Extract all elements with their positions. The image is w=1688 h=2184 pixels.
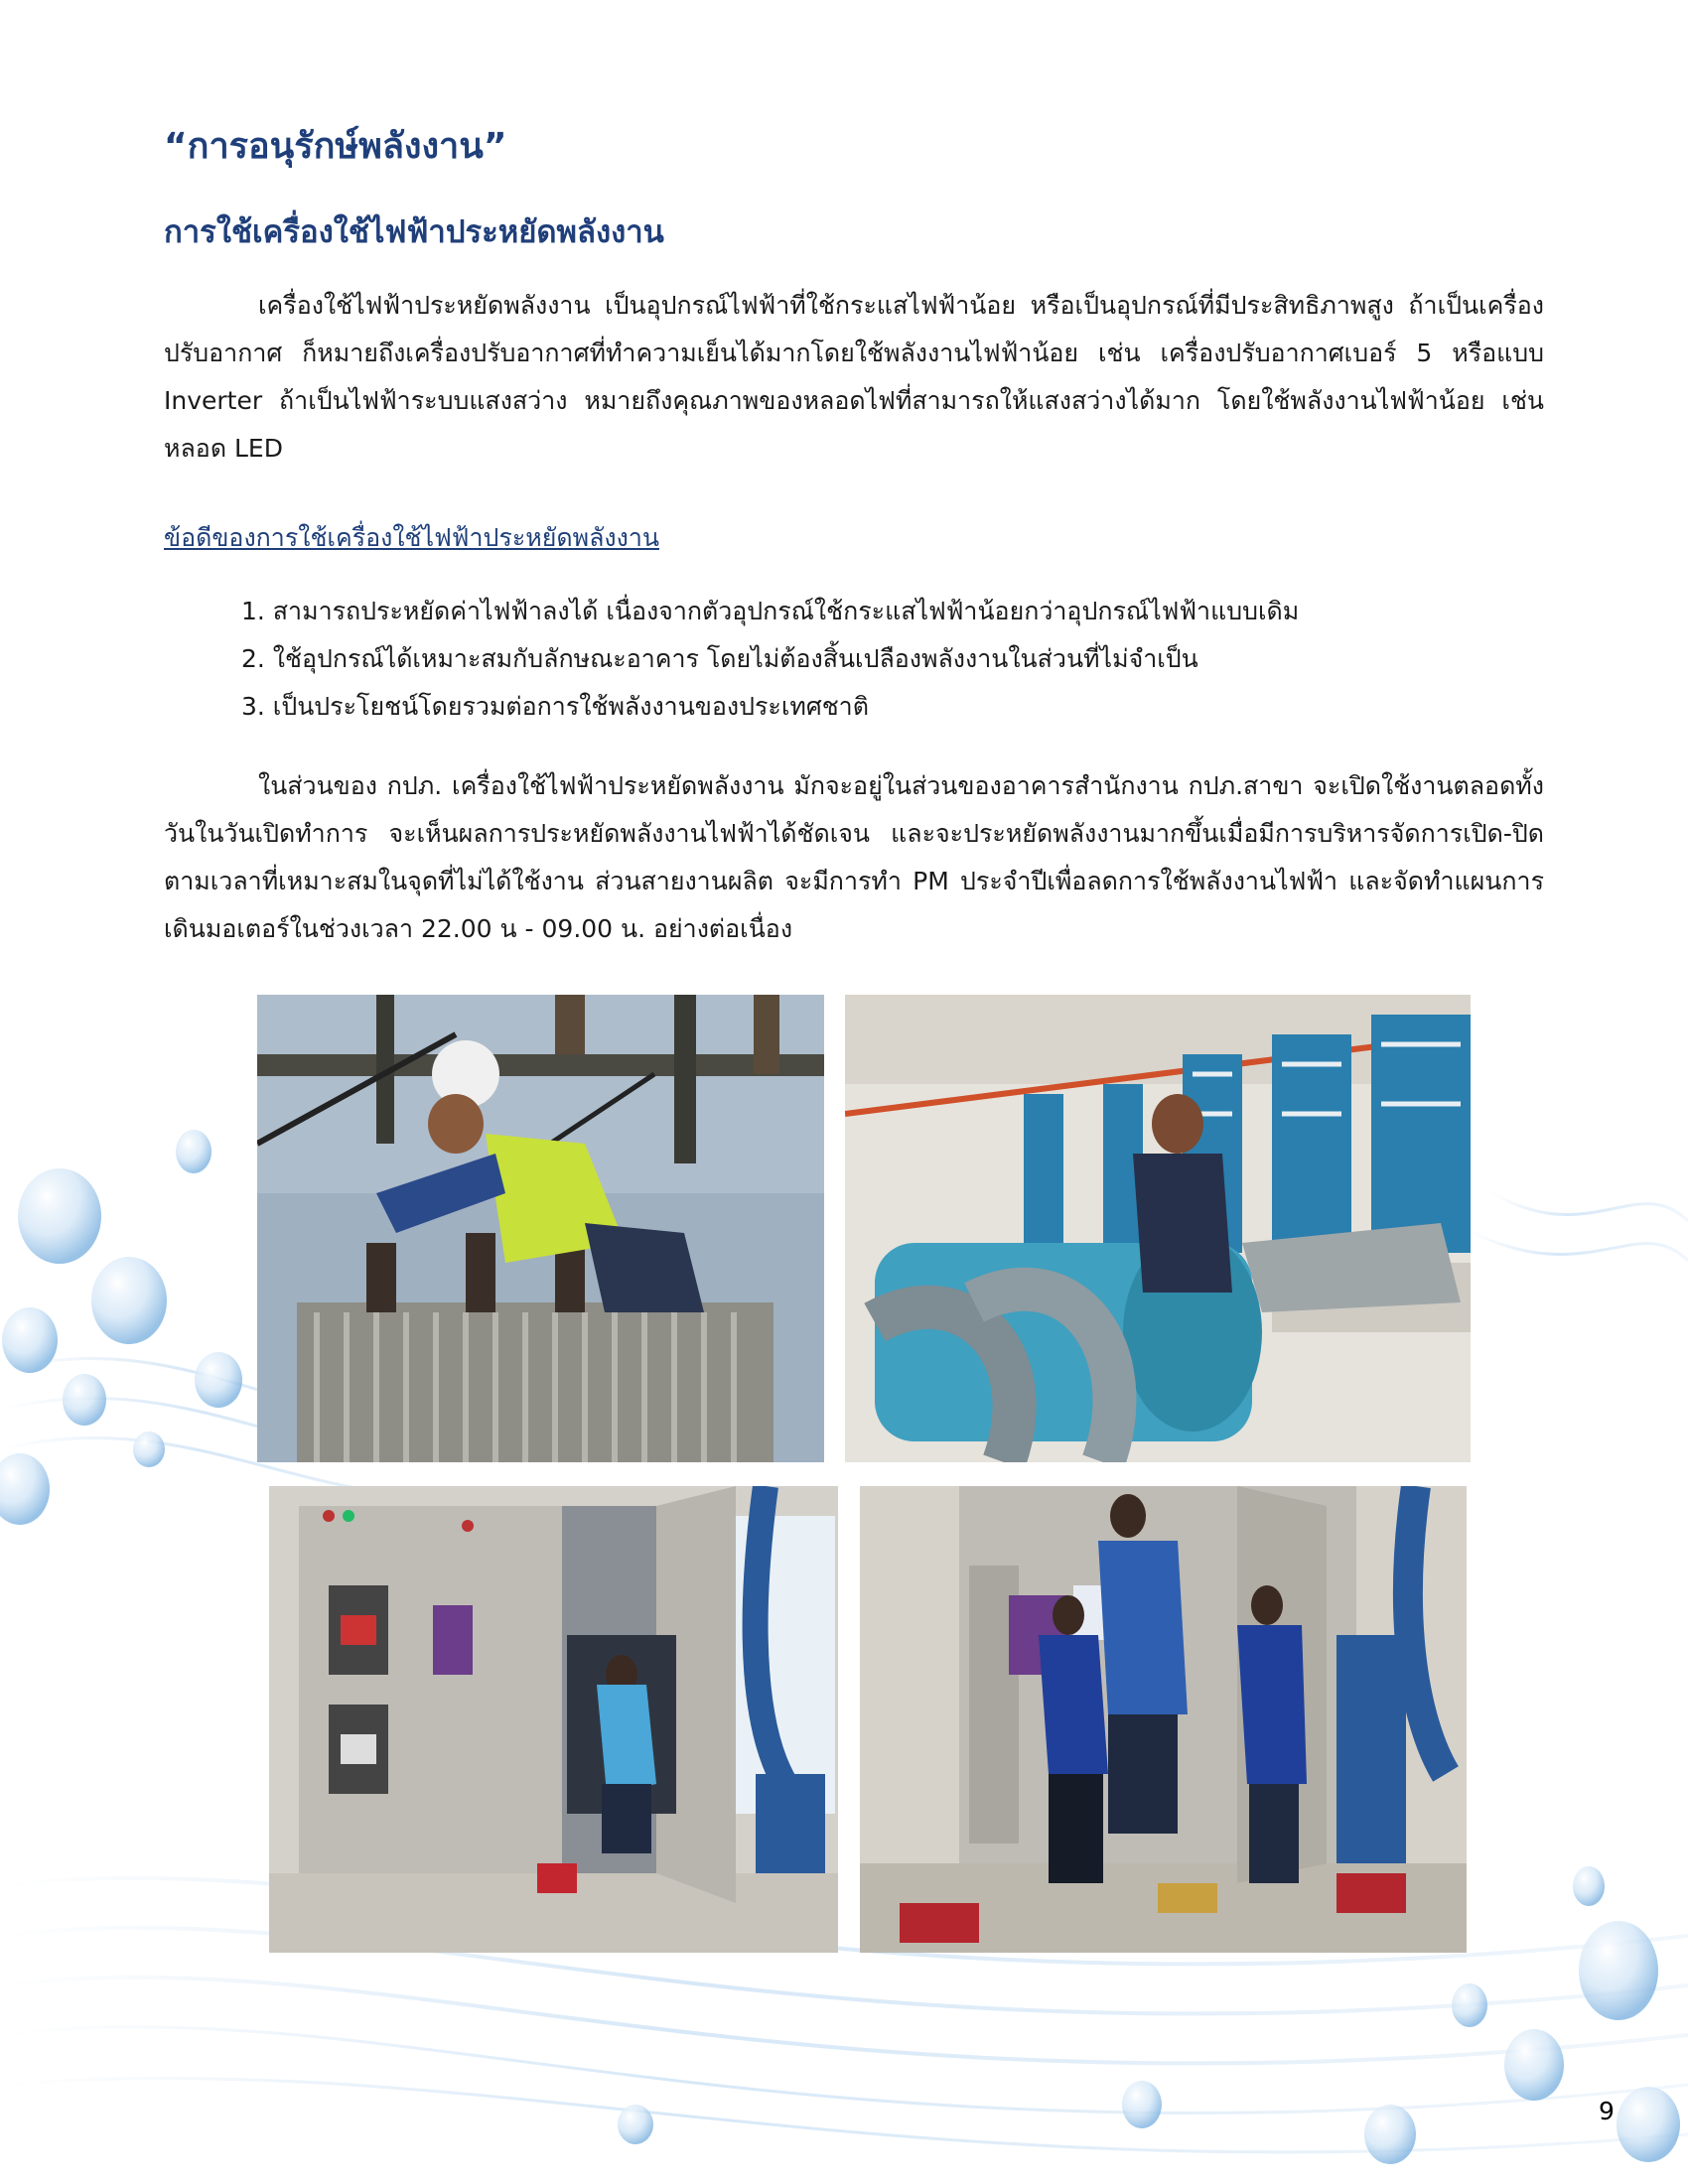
page-title: “การอนุรักษ์พลังงาน” [164,126,507,167]
list-item: 1. สามารถประหยัดค่าไฟฟ้าลงได้ เนื่องจากตัวอุปกรณ์ใช้กระแสไฟฟ้าน้อยกว่าอุปกรณ์ไฟฟ้าแบบเดิม [241,597,1300,625]
photo-motor-inspection [845,995,1471,1462]
photo-switchboard-technicians [860,1486,1467,1953]
advantages-list [241,588,1299,731]
list-item: 2. ใช้อุปกรณ์ได้เหมาะสมกับลักษณะอาคาร โดยไม่ต้องสิ้นเปลืองพลังงานในส่วนที่ไม่จำเป็น [241,644,1198,673]
list-item: 3. เป็นประโยชน์โดยรวมต่อการใช้พลังงานของประเทศชาติ [241,692,869,721]
page-number: 9 [1599,2097,1615,2125]
pwa-paragraph-text: ในส่วนของ กปภ. เครื่องใช้ไฟฟ้าประหยัดพลังงาน มักจะอยู่ในส่วนของอาคารสำนักงาน กปภ.สาขา จะเปิดใช้งานตลอดทั้งวันในวันเปิดทำการ จะเห็นผลการประหยัดพลังงานไฟฟ้าได้ชัดเจน และจะประหยัดพลังงานมากขึ้นเมื่อมีการบริหารจัดการเปิด-ปิด ตามเวลาที่เหมาะสมในจุดที่ไม่ได้ใช้งาน ส่วนสายงานผลิต จะมีการทำ PM ประจำปีเพื่อลดการใช้พลังงานไฟฟ้า และจัดทำแผนการเดินมอเตอร์ในช่วงเวลา 22.00 น - 09.00 น. อย่างต่อเนื่อง [164,771,1544,943]
intro-paragraph [164,282,1544,473]
pwa-paragraph [164,762,1544,953]
advantages-heading[interactable]: ข้อดีของการใช้เครื่องใช้ไฟฟ้าประหยัดพลังงาน [164,523,659,552]
photo-transformer-maintenance [257,995,824,1462]
photo-switchboard-cleaning [269,1486,838,1953]
section-heading: การใช้เครื่องใช้ไฟฟ้าประหยัดพลังงาน [164,214,664,250]
intro-paragraph-text: เครื่องใช้ไฟฟ้าประหยัดพลังงาน เป็นอุปกรณ์ไฟฟ้าที่ใช้กระแสไฟฟ้าน้อย หรือเป็นอุปกรณ์ที่มีประสิทธิภาพสูง ถ้าเป็นเครื่องปรับอากาศ ก็หมายถึงเครื่องปรับอากาศที่ทำความเย็นได้มากโดยใช้พลังงานไฟฟ้าน้อย เช่น เครื่องปรับอากาศเบอร์ 5 หรือแบบ Inverter ถ้าเป็นไฟฟ้าระบบแสงสว่าง หมายถึงคุณภาพของหลอดไฟที่สามารถให้แสงสว่างได้มาก โดยใช้พลังงานไฟฟ้าน้อย เช่น หลอด LED [164,291,1544,463]
